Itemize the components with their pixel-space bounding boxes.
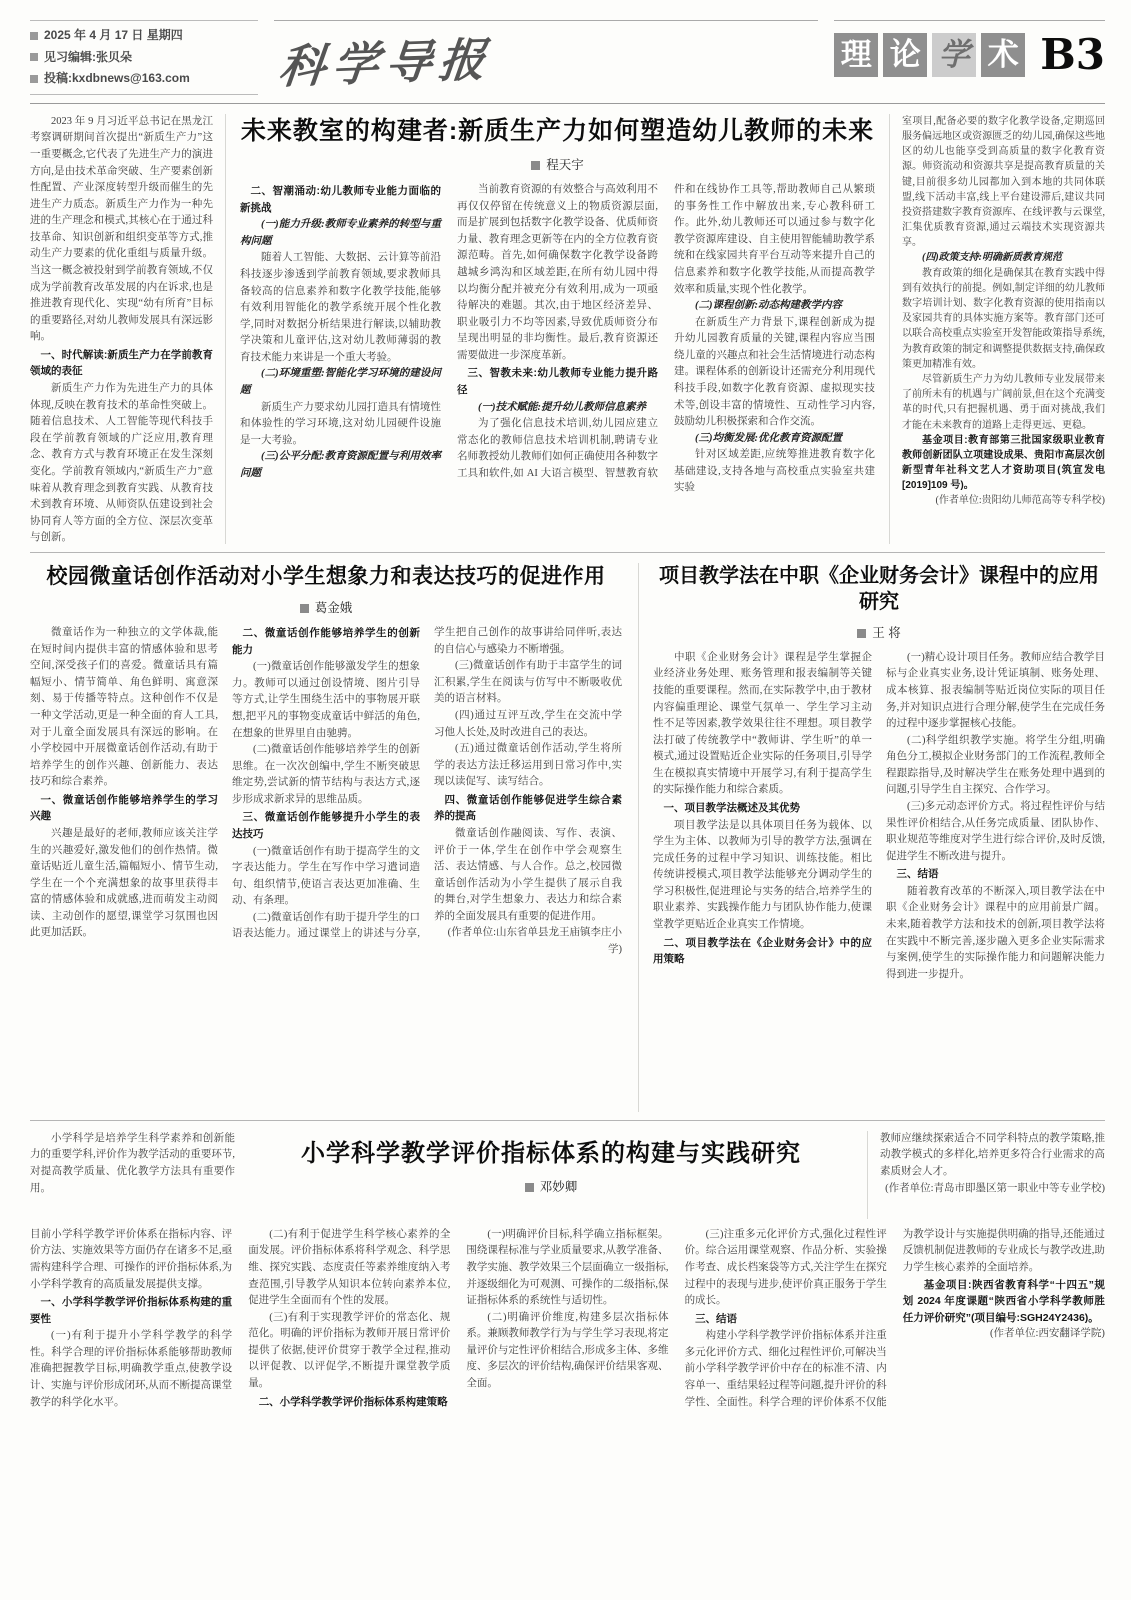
paragraph: 小学科学是培养学生科学素养和创新能力的重要学科,评价作为教学活动的重要环节,对提高教学质量、优化教学方法具有重要作用。 — [30, 1132, 235, 1194]
subheading: 一、时代解读:新质生产力在学前教育领域的表征 — [30, 348, 213, 378]
paragraph: (一)微童话创作能够激发学生的想象力。教师可以通过创设情境、图片引导等方式,让学生围绕生活中的事物展开联想,把平凡的事物变成童话中鲜活的角色,在想象的世界里自由驰骋。 — [232, 661, 420, 739]
square-bullet-icon — [30, 32, 38, 40]
subheading: 三、微童话创作能够提升小学生的表达技巧 — [232, 811, 420, 841]
paragraph: (一)有利于提升小学科学教学的科学性。科学合理的评价指标体系能够帮助教师准确把握教学目标,明确教学重点,使教学设计、实施与评价形成闭环,从而不断提高课堂教学的科学化水平。 — [30, 1330, 233, 1408]
subheading: (二)课程创新:动态构建教学内容 — [695, 300, 842, 312]
author-affiliation: (作者单位:青岛市即墨区第一职业中等专业学校) — [885, 1182, 1105, 1194]
square-bullet-icon — [30, 53, 38, 61]
article3-author: 王 将 — [872, 625, 901, 640]
article4-author: 邓妙卿 — [539, 1179, 578, 1194]
byline-square-icon — [531, 161, 540, 170]
paragraph: 项目教学法是以具体项目任务为载体、以学生为主体、以教师为引导的教学方法,强调在完成任务的过程中学习知识、训练技能。相比传统讲授模式,项目教学法能够充分调动学生的学习积极性,促进理论与实务的结合,培养学生的职业素养、实践操作能力与团队协作能力,使课堂教学更贴近企业真实工作情境。 — [653, 819, 872, 931]
article-science-evaluation — [30, 1121, 1105, 1600]
article4-body-columns — [30, 1227, 1105, 1600]
paragraph: (一)微童话创作有助于提高学生的文字表达能力。学生在写作中学习遣词造句、组织情节,使语言表达更加准确、生动、有条理。 — [232, 845, 420, 907]
paragraph: (一)精心设计项目任务。教师应结合教学目标与企业真实业务,设计凭证填制、账务处理、成本核算、报表编制等贴近岗位实际的项目任务,并对知识点进行合理分解,使学生在完成任务的过程中逐步掌握核心技能。 — [886, 651, 1105, 730]
paragraph: (二)明确评价维度,构建多层次指标体系。兼顾教师教学行为与学生学习表现,将定量评价与定性评价相结合,形成多主体、多维度、多层次的评价结构,确保评价结果客观、全面。 — [466, 1311, 669, 1389]
article1-title: 未来教室的构建者:新质生产力如何塑造幼儿教师的未来 — [240, 116, 875, 145]
masthead-wrap — [274, 20, 818, 93]
article2-byline — [30, 598, 622, 616]
article1-body-columns — [240, 182, 875, 534]
paragraph: (二)微童话创作有助于提升学生的口语表达能力。通过课堂上的讲述与分享,学生把自己创作的故事讲给同伴听,表达的自信心与感染力不断增强。 — [232, 627, 622, 940]
subheading: 二、小学科学教学评价指标体系构建策略 — [258, 1395, 448, 1408]
paragraph: (三)注重多元化评价方式,强化过程性评价。综合运用课堂观察、作品分析、实验操作考查、成长档案袋等方式,关注学生在探究过程中的表现与进步,使评价真正服务于学生的成长。 — [684, 1228, 887, 1307]
section-char-block: 论 — [883, 33, 927, 77]
paragraph: (二)科学组织教学实施。将学生分组,明确角色分工,模拟企业财务部门的工作流程,教师全程跟踪指导,及时解决学生在账务处理中遇到的问题,引导学生自主探究、合作学习。 — [886, 734, 1105, 796]
paragraph: (五)通过微童话创作活动,学生将所学的表达方法迁移运用到日常习作中,实现以读促写、读写结合。 — [434, 743, 622, 788]
section-char-block-calligraphy: 学 — [932, 33, 976, 77]
paragraph: 新质生产力要求幼儿园打造具有情境性和体验性的学习环境,这对幼儿园硬件设施是一大考验。 — [240, 401, 441, 446]
header-meta — [30, 20, 258, 95]
byline-square-icon — [857, 629, 866, 638]
article1-right-column — [889, 114, 1105, 544]
paragraph: 微童话作为一种独立的文学体裁,能在短时间内提供丰富的情感体验和思考空间,深受孩子们的喜爱。微童话具有篇幅短小、情节简单、角色鲜明、寓意深刻、易于传播等特点。这种创作不仅是一种文学活动,更是一种全面的育人工具,对于儿童全面发展具有深远的影响。在小学校园中开展微童话创作活动,有助于培养学生的创作兴趣、创新能力、表达技巧和综合素养。 — [30, 627, 218, 788]
article2-title: 校园微童话创作活动对小学生想象力和表达技巧的促进作用 — [46, 564, 606, 588]
subheading: (三)均衡发展:优化教育资源配置 — [695, 432, 842, 444]
subheading: (一)技术赋能:提升幼儿教师信息素养 — [478, 401, 646, 413]
paragraph: 微童话创作融阅读、写作、表演、评价于一体,学生在创作中学会观察生活、表达情感、与人合作。总之,校园微童话创作活动为小学生提供了展示自我的舞台,对学生想象力、表达力和综合素养的全面发展具有重要的促进作用。 — [434, 828, 622, 922]
subheading: 一、微童话创作能够培养学生的学习兴趣 — [30, 793, 218, 823]
subheading: 二、项目教学法在《企业财务会计》中的应用策略 — [653, 936, 872, 966]
paragraph: 针对区域差距,应统筹推进教育数字化基础建设,支持各地与高校重点实验室共建实验 — [674, 449, 875, 494]
subheading: (三)公平分配:教育资源配置与利用效率问题 — [240, 451, 441, 479]
subheading: 二、智潮涌动:幼儿教师专业能力面临的新挑战 — [240, 185, 441, 214]
subheading: 三、智教未来:幼儿教师专业能力提升路径 — [457, 367, 658, 396]
paragraph: 2023 年 9 月习近平总书记在黑龙江考察调研期间首次提出“新质生产力”这一重要概念,它代表了先进生产力的演进方向,是由技术革命突破、生产要素创新性配置、产业深度转型升级而催生的先进生产力质态。新质生产力作为一种先进的生产理念和模式,其核心在于通过科技革命、知识创新和组织变革等方式,推动生产力要素的优化重组与质量升级。当这一概念被投射到学前教育领域,不仅成为学前教育改革发展的内在诉求,也是推进教育现代化、实现“幼有所育”目标的重要路径,对幼儿教师发展具有深远影响。 — [30, 115, 213, 343]
paragraph: 随着教育改革的不断深入,项目教学法在中职《企业财务会计》课程中的应用前景广阔。未来,随着教学方法和技术的创新,项目教学法将在实践中不断完善,逐步融入更多企业实际需求与案例,使学生的实际操作能力和问题解决能力得到进一步提升。 — [886, 885, 1105, 980]
paragraph: 教育政策的细化是确保其在教育实践中得到有效执行的前提。例如,制定详细的幼儿教师数字培训计划、数字化教育资源的使用指南以及家园共育的具体实施方案等。教育部门还可以联合高校重点实验室开发智能政策指导系统,为教育政策的制定和调整提供数据支持,确保政策更加精准有效。 — [902, 267, 1105, 370]
article1-center — [240, 114, 875, 544]
article3-continuation — [867, 1131, 1105, 1219]
paragraph: 目前小学科学教学评价体系在指标内容、评价方法、实施效果等方面仍存在诸多不足,亟需构建科学合理、可操作的评价指标体系,为小学科学教育的高质量发展提供支撑。 — [30, 1228, 233, 1290]
paragraph: (三)有利于实现教学评价的常态化、规范化。明确的评价指标为教师开展日常评价提供了依据,使评价贯穿于教学全过程,推动以评促教、以评促学,不断提升课堂教学质量。 — [248, 1311, 451, 1389]
byline-square-icon — [525, 1183, 534, 1192]
article3-body-columns — [653, 650, 1105, 1112]
article1-byline — [240, 155, 875, 173]
article1-left-column — [30, 114, 226, 544]
subheading: 四、微童话创作能够促进学生综合素养的提高 — [434, 793, 622, 823]
section-banner — [834, 20, 1105, 77]
subheading: (一)能力升级:教师专业素养的转型与重构问题 — [240, 219, 441, 247]
paragraph: 兴趣是最好的老师,教师应该关注学生的兴趣爱好,激发他们的创作热情。微童话贴近儿童生活,篇幅短小、情节生动,学生在一个个充满想象的故事里获得丰富的情感体验和成就感,进而萌发主动阅读、主动创作的愿望,课堂学习氛围也因此更加活跃。 — [30, 828, 218, 939]
article4-title: 小学科学教学评价指标体系的构建与实践研究 — [301, 1139, 801, 1167]
article4-header-row — [30, 1131, 1105, 1219]
article-future-classroom — [30, 104, 1105, 553]
paragraph: (三)微童话创作有助于丰富学生的词汇积累,学生在阅读与仿写中不断吸收优美的语言材料。 — [434, 660, 622, 705]
paragraph: 在新质生产力背景下,课程创新成为提升幼儿园教育质量的关键,课程内容应当围绕儿童的兴趣点和社会生活情境进行动态构建。课程体系的创新设计还需充分利用现代科技手段,如数字化教育资源、虚拟现实技术等,创设丰富的情境性、互动性学习内容,鼓励幼儿积极探索和合作交流。 — [674, 316, 875, 428]
fund-note: 基金项目:教育部第三批国家级职业教育教师创新团队立项建设成果、贵阳市高层次创新型青年社科文艺人才资助项目(筑宣发电[2019]109 号)。 — [902, 434, 1105, 492]
author-affiliation: (作者单位:贵阳幼儿师范高等专科学校) — [935, 495, 1105, 507]
subheading: (四)政策支持:明确新质教育规范 — [922, 252, 1062, 264]
author-affiliation: (作者单位:西安翻译学院) — [990, 1328, 1105, 1340]
article4-title-block — [249, 1131, 853, 1219]
masthead-title: 科学导报 — [276, 32, 495, 94]
subheading: 二、微童话创作能够培养学生的创新能力 — [232, 627, 420, 656]
article3-title: 项目教学法在中职《企业财务会计》课程中的应用研究 — [659, 564, 1099, 613]
paragraph: 尽管新质生产力为幼儿教师专业发展带来了前所未有的机遇与广阔前景,但在这个充满变革的时代,只有把握机遇、勇于面对挑战,我们才能在未来教育的道路上走得更远、更稳。 — [902, 373, 1105, 431]
paragraph: (二)有利于促进学生科学核心素养的全面发展。评价指标体系将科学观念、科学思维、探究实践、态度责任等素养维度纳入考查范围,引导教学从知识本位转向素养本位,促进学生全面而有个性的发展。 — [248, 1228, 451, 1307]
author-affiliation: (作者单位:山东省单县龙王庙镇李庄小学) — [447, 927, 622, 956]
article-project-teaching — [638, 563, 1105, 1112]
middle-band — [30, 553, 1105, 1121]
article4-byline — [249, 1177, 853, 1195]
paragraph: 教师应继续探索适合不同学科特点的教学策略,推动教学模式的多样化,培养更多符合行业需求的高素质财会人才。 — [880, 1132, 1105, 1177]
section-char-block: 理 — [834, 33, 878, 77]
subheading: (二)环境重塑:智能化学习环境的建设问题 — [240, 368, 441, 396]
article1-author: 程天宇 — [546, 158, 584, 173]
paragraph: 新质生产力作为先进生产力的具体体现,反映在教育技术的革命性突破上。随着信息技术、人工智能等现代科技手段在学前教育领域的广泛应用,教育理念、教育方式与教育环境正在发生深刻变化。学前教育领域内,“新质生产力”意味着从教育理念到教育实践、从教育技术到教育环境、从师资队伍建设到社会协同育人等方面的全方位、深层次变革与创新。 — [30, 383, 213, 544]
article2-body-columns — [30, 625, 622, 1087]
paragraph: 随着人工智能、大数据、云计算等前沿科技逐步渗透到学前教育领域,要求教师具备较高的信息素养和数字化教学技能,能够有效利用智能化的教学系统开展个性化教学,同时对数据分析结果进行解读,以辅助教学决策和儿童评估,这对幼儿教师薄弱的教育技术能力来讲是一个重大考验。 — [240, 252, 441, 363]
section-char-block: 术 — [981, 33, 1025, 77]
email-line — [30, 68, 258, 90]
square-bullet-icon — [30, 75, 38, 83]
subheading: 三、结语 — [896, 868, 939, 881]
paragraph: 构建小学科学教学评价指标体系并注重多元化评价方式、细化过程性评价,可解决当前小学科学教学评价中存在的标准不清、内容单一、重结果轻过程等问题,提升评价的科学性、全面性。科学合理的评价体系不仅能为教学设计与实施提供明确的指导,还能通过反馈机制促进教师的专业成长与教学改进,助力学生核心素养的全面培养。 — [684, 1228, 1105, 1408]
fund-note: 基金项目:陕西省教育科学“十四五”规划 2024 年度课题“陕西省小学科学教师胜任力评价研究”(项目编号:SGH24Y2436)。 — [902, 1278, 1105, 1324]
paragraph: (三)多元动态评价方式。将过程性评价与结果性评价相结合,从任务完成质量、团队协作、职业规范等维度对学生进行综合评价,及时反馈,促进学生不断改进与提升。 — [886, 800, 1105, 862]
article3-byline — [653, 623, 1105, 641]
paragraph: (四)通过互评互改,学生在交流中学习他人长处,及时改进自己的表达。 — [434, 709, 622, 738]
paragraph: (二)微童话创作能够培养学生的创新思维。在一次次创编中,学生不断突破思维定势,尝试新的情节结构与表达方式,逐步形成求新求异的思维品质。 — [232, 744, 420, 805]
paragraph: 当前教育资源的有效整合与高效利用不再仅仅停留在传统意义上的物质资源层面,而是扩展到包括数字化教学设备、优质师资力量、教育理念更新等在内的全方位教育资源范畴。首先,如何确保数字化教学设备跨越城乡鸿沟和区域差距,在所有幼儿园中得以均衡分配并被充分有效利用,成为一项亟待解决的难题。其次,由于地区经济差异、职业吸引力不均等因素,导致优质师资分布呈现出明显的非均衡性。最后,教育资源还需要做进一步深度革新。 — [457, 184, 658, 361]
subheading: 三、结语 — [695, 1312, 738, 1325]
article-micro-fairytale — [30, 563, 622, 1112]
submission-email: 投稿:kxdbnews@163.com — [44, 71, 190, 86]
paragraph: 为了强化信息技术培训,幼儿园应建立常态化的教师信息技术培训机制,聘请专业名师教授幼儿教师们如何正确使用各种数字工具和软件,如 AI 大语言模型、智慧教育软件和在线协作工具等,帮助教师自己从繁琐的事务性工作中解放出来,专心教科研工作。此外,幼儿教师还可以通过参与数字化教学资源库建设、自主使用智能辅助教学系统和在线家园共育平台互动等来提升自己的信息素养和数字化教学技能,从而提高教学效率和质量,实现个性化教学。 — [457, 184, 875, 479]
editor-line — [30, 47, 258, 69]
article4-intro-column — [30, 1131, 235, 1219]
date-line — [30, 25, 258, 47]
page-number: B3 — [1040, 30, 1105, 79]
paragraph: (一)明确评价目标,科学确立指标框架。围绕课程标准与学业质量要求,从教学准备、教学实施、教学效果三个层面确立一级指标,并逐级细化为可观测、可操作的二级指标,保证指标体系的系统性与适切性。 — [466, 1228, 669, 1307]
article2-author: 葛金娥 — [314, 601, 353, 616]
paragraph: 中职《企业财务会计》课程是学生掌握企业经济业务处理、账务管理和报表编制等关键技能的重要课程。然而,在实际教学中,由于教材内容偏重理论、课堂气氛单一、学生学习主动性不足等因素,教学效果往往不理想。项目教学法打破了传统教学中“教师讲、学生听”的单一模式,通过设置贴近企业实际的任务项目,引导学生在模拟真实情境中开展学习,有利于提高学生的实际操作能力和综合素质。 — [653, 651, 872, 796]
subheading: 一、小学科学教学评价指标体系构建的重要性 — [30, 1296, 233, 1325]
date-text: 2025 年 4 月 17 日 星期四 — [44, 28, 183, 42]
subheading: 一、项目教学法概述及其优势 — [663, 801, 800, 814]
paragraph: 室项目,配备必要的数字化教学设备,定期巡回服务偏远地区或资源匮乏的幼儿园,确保这些地区的幼儿也能享受到高质量的数字化教育资源。师资流动和资源共享是提高教育质量的关键,目前很多幼儿园都加入到本地的共同体联盟,线下活动丰富,线上平台建设滞后,建议共同投资搭建数字教育资源库、在线评教与云课堂,汇集优质教育资源,通过云端技术实现资源共享。 — [902, 115, 1105, 249]
page-header — [30, 20, 1105, 104]
byline-square-icon — [300, 604, 309, 613]
editor-text: 见习编辑:张贝朵 — [44, 49, 132, 64]
